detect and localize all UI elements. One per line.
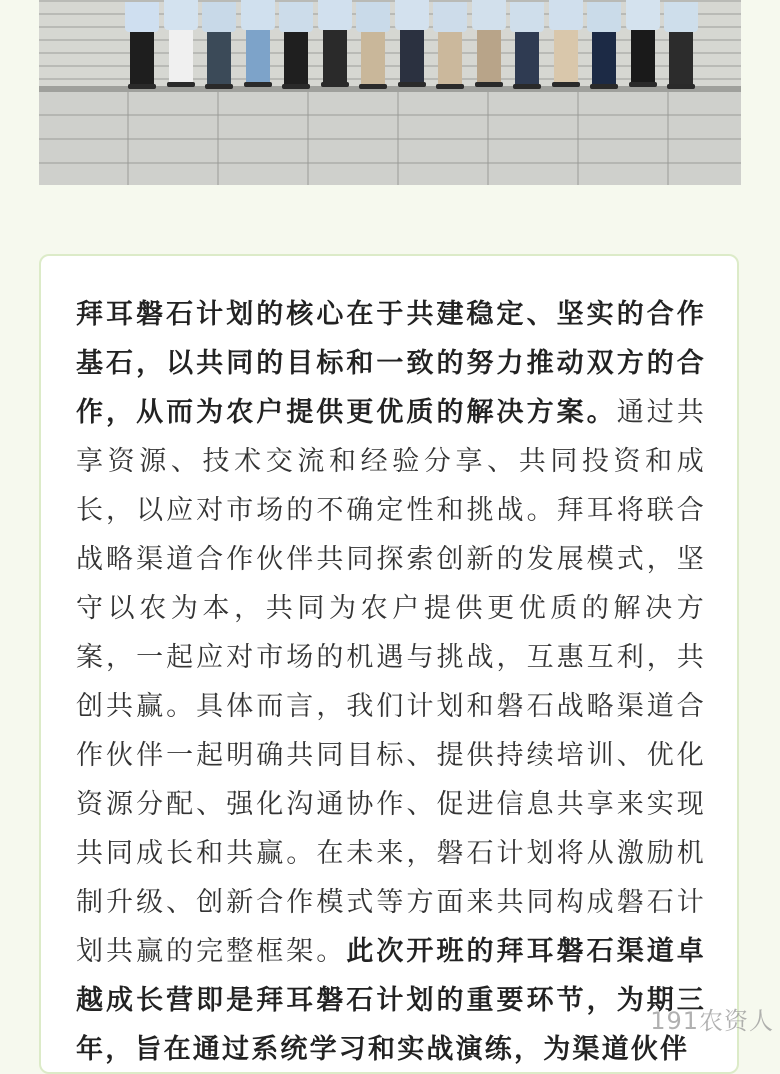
article-segment-2: 通过共享资源、技术交流和经验分享、共同投资和成长，以应对市场的不确定性和挑战。拜耳将联合战略渠道合作伙伴共同探索创新的发展模式，坚守以农为本，共同为农户提供更优质的解决方案，一起应对市场的机遇与挑战，互惠互利，共创共赢。具体而言，我们计划和磐石战略渠道合作伙伴一起明确共同目标、提供持续培训、优化资源分配、强化沟通协作、促进信息共享来实现共同成长和共赢。在未来，磐石计划将从激励机制升级、创新合作模式等方面来共同构成磐石计划共赢的完整框架。	[76, 397, 706, 967]
article-card	[39, 254, 739, 1074]
photo-person	[164, 0, 198, 86]
photo-person	[587, 2, 621, 88]
photo-person	[510, 2, 544, 88]
photo-person	[356, 2, 390, 88]
photo-person	[202, 2, 236, 88]
photo-person	[395, 0, 429, 86]
plaza-ground	[39, 92, 741, 185]
photo-person	[549, 0, 583, 86]
photo-person	[626, 0, 660, 86]
article-paragraph	[76, 290, 706, 1074]
photo-person	[472, 0, 506, 86]
photo-person	[433, 2, 467, 88]
photo-person	[318, 0, 352, 86]
photo-person	[241, 0, 275, 86]
article-segment-bold-3: 此次开班的拜耳磐石渠道卓越成长营即是拜耳磐石计划的重要环节，为期三年，旨在通过系统学习和实战演练，为渠道伙伴	[76, 936, 706, 1065]
photo-person	[664, 2, 698, 88]
article-segment-bold-1: 拜耳磐石计划的核心在于共建稳定、坚实的合作基石，以共同的目标和一致的努力推动双方的合作，从而为农户提供更优质的解决方案。	[76, 299, 706, 428]
photo-person	[279, 2, 313, 88]
watermark-logo: 191农资人	[650, 1007, 774, 1035]
photo-person	[125, 2, 159, 88]
group-photo	[39, 0, 741, 185]
